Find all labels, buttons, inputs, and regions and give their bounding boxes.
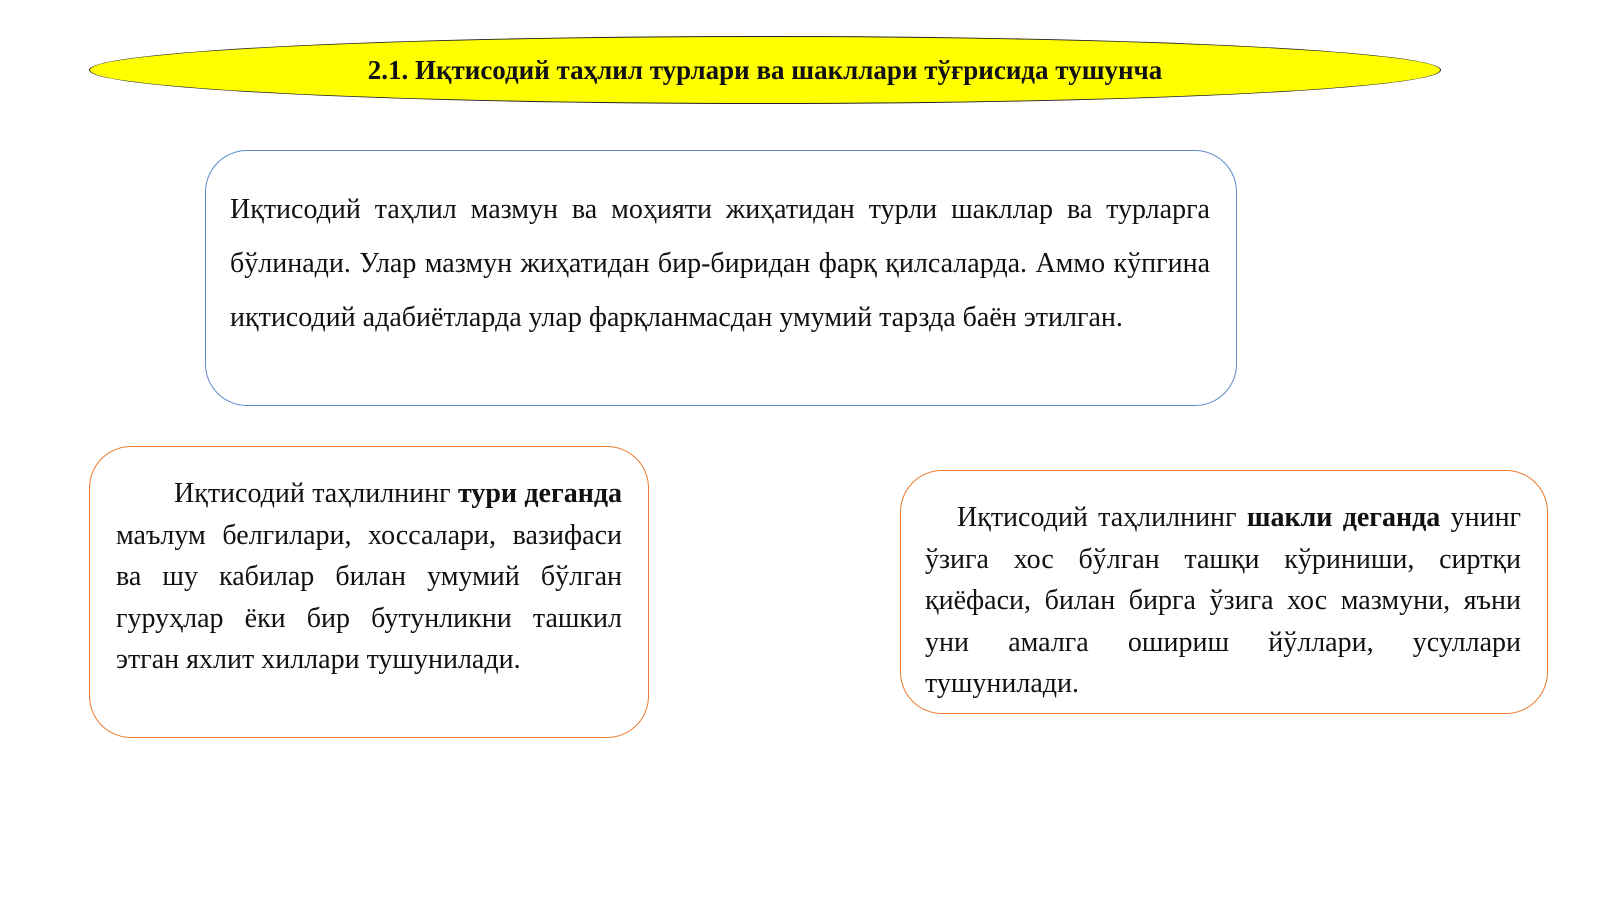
- intro-text-box: [205, 150, 1237, 406]
- type-lead-text: Иқтисодий таҳлилнинг: [174, 478, 451, 509]
- intro-text: Иқтисодий таҳлил мазмун ва моҳияти жиҳатидан турли шакллар ва турларга бўлинади. Улар мазмун жиҳатидан бир-биридан фарқ қилсаларда. Аммо кўпгина иқтисодий адабиётларда улар фарқланмасдан умумий тарзда баён этилган.: [230, 194, 1210, 333]
- type-rest-text: маълум белгилари, хоссалари, вазифаси ва шу кабилар билан умумий бўлган гуруҳлар ёки бир бутунликни ташкил этган яхлит хиллари тушунилади.: [116, 519, 622, 675]
- title-banner: [89, 36, 1441, 104]
- form-bold-term: шакли деганда: [1246, 502, 1441, 533]
- form-lead-text: Иқтисодий таҳлилнинг: [957, 502, 1237, 533]
- form-rest-text: унинг ўзига хос бўлган ташқи кўриниши, сиртқи қиёфаси, билан бирга ўзига хос мазмуни, яъни уни амалга ошириш йўллари, усуллари тушунилади.: [925, 502, 1522, 699]
- slide-title: 2.1. Иқтисодий таҳлил турлари ва шакллари тўғрисида тушунча: [367, 54, 1163, 85]
- analysis-form-box: [900, 470, 1548, 714]
- analysis-type-box: [89, 446, 649, 738]
- type-bold-term: тури деганда: [457, 478, 622, 509]
